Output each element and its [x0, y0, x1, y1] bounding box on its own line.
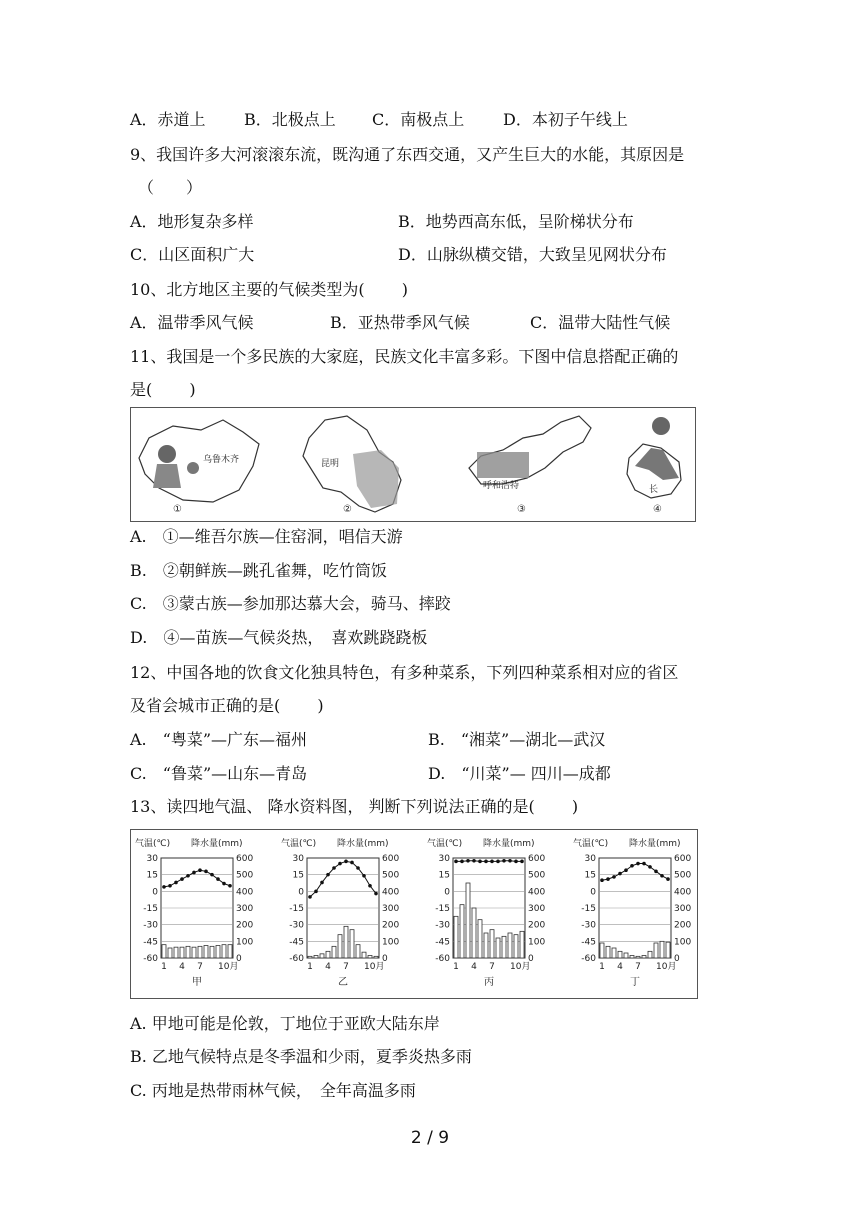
musician-figure-icon [187, 462, 199, 474]
temp-axis-label: 气温(℃) [427, 839, 463, 849]
precip-bar [520, 931, 524, 958]
precip-tick-label: 200 [382, 920, 400, 931]
temperature-point [174, 881, 178, 885]
temperature-point [496, 860, 500, 864]
q9-blank: （ ） [138, 178, 203, 197]
temp-tick-label: -45 [581, 937, 596, 948]
temp-tick-label: -30 [581, 920, 596, 931]
temperature-point [466, 859, 470, 863]
temp-tick-label: 0 [298, 887, 304, 898]
precip-tick-label: 500 [674, 870, 692, 881]
temp-tick-label: 0 [590, 887, 596, 898]
chart-title: 乙 [338, 977, 348, 988]
precip-tick-label: 100 [528, 937, 546, 948]
temperature-point [624, 868, 628, 872]
month-tick-label: 1 [453, 962, 459, 972]
temp-tick-label: 15 [584, 870, 596, 881]
temperature-point [338, 862, 342, 866]
precip-bar [374, 956, 378, 958]
temperature-point [356, 866, 360, 870]
month-tick-label: 4 [325, 962, 331, 972]
q11-stem-line1: 11、我国是一个多民族的大家庭，民族文化丰富多彩。下图中信息搭配正确的 [130, 347, 679, 366]
temperature-point [222, 882, 226, 886]
precip-tick-label: 0 [528, 954, 534, 964]
q12-stem-line1: 12、中国各地的饮食文化独具特色，有多种菜系，下列四种菜系相对应的省区 [130, 663, 679, 682]
q12-option-d: D. “川菜”— 四川—成都 [428, 764, 611, 783]
precip-axis-label: 降水量(mm) [191, 839, 243, 849]
q8-option-c: C．南极点上 [372, 110, 465, 129]
temperature-point [484, 860, 488, 864]
temperature-point [374, 892, 378, 896]
precip-bar [514, 935, 518, 958]
dancer-figure-icon [158, 445, 176, 463]
q11-option-c: C. ③蒙古族—参加那达慕大会，骑马、摔跤 [130, 594, 451, 613]
temperature-point [630, 864, 634, 868]
temperature-point [216, 877, 220, 881]
precip-tick-label: 300 [528, 904, 546, 914]
precip-bar [654, 943, 658, 958]
month-tick-label: 4 [617, 962, 623, 972]
month-tick-label: 10月 [656, 962, 677, 972]
temperature-point [198, 868, 202, 872]
temperature-point [320, 881, 324, 885]
precip-tick-label: 300 [382, 904, 400, 914]
month-tick-label: 7 [635, 962, 641, 972]
precip-tick-label: 400 [528, 887, 546, 898]
precip-tick-label: 100 [382, 937, 400, 948]
temp-tick-label: 30 [292, 854, 304, 864]
precip-bar [338, 935, 342, 958]
temp-tick-label: 15 [146, 870, 158, 881]
precip-bar [332, 946, 336, 958]
q9-option-b: B．地势西高东低，呈阶梯状分布 [398, 212, 634, 231]
chart-title: 甲 [192, 977, 202, 988]
temperature-line [456, 861, 522, 862]
precip-tick-label: 200 [674, 920, 692, 931]
temp-tick-label: 0 [152, 887, 158, 898]
precip-bar [314, 956, 318, 959]
temperature-point [514, 860, 518, 864]
peacock-dance-icon [353, 450, 399, 508]
temperature-point [660, 874, 664, 878]
temperature-point [612, 875, 616, 879]
precip-bar [648, 951, 652, 958]
q11-option-b: B. ②朝鲜族—跳孔雀舞，吃竹筒饭 [130, 561, 387, 580]
temp-tick-label: -30 [143, 920, 158, 931]
temp-tick-label: -15 [143, 904, 158, 914]
precip-tick-label: 500 [236, 870, 254, 881]
map-number-2: ② [343, 504, 352, 515]
precip-bar [162, 945, 166, 958]
precip-bar [180, 947, 184, 958]
temperature-point [210, 873, 214, 877]
precip-tick-label: 100 [674, 937, 692, 948]
precip-tick-label: 400 [382, 887, 400, 898]
temperature-line [602, 864, 668, 881]
month-tick-label: 10月 [218, 962, 239, 972]
precip-bar [362, 952, 366, 958]
temperature-point [314, 890, 318, 894]
precip-bar [454, 916, 458, 958]
ethnic-map-svg [131, 408, 695, 521]
precip-tick-label: 500 [382, 870, 400, 881]
precip-bar [496, 938, 500, 958]
temp-tick-label: -60 [289, 954, 304, 964]
precip-bar [356, 945, 360, 958]
precip-bar [460, 905, 464, 958]
temperature-point [520, 860, 524, 864]
temperature-point [362, 874, 366, 878]
q11-option-a: A. ①—维吾尔族—住窑洞，唱信天游 [130, 527, 403, 546]
precip-bar [350, 930, 354, 958]
temperature-point [454, 860, 458, 864]
precip-bar [636, 956, 640, 958]
temperature-point [490, 860, 494, 864]
month-tick-label: 7 [197, 962, 203, 972]
precip-bar [174, 947, 178, 958]
precip-tick-label: 0 [382, 954, 388, 964]
temperature-point [192, 871, 196, 875]
precip-bar [472, 908, 476, 958]
temperature-point [204, 870, 208, 874]
temperature-point [666, 877, 670, 881]
q13-option-a: A. 甲地可能是伦敦，丁地位于亚欧大陆东岸 [130, 1014, 440, 1033]
precip-axis-label: 降水量(mm) [483, 839, 535, 849]
page-number: 2 / 9 [410, 1128, 450, 1148]
temperature-point [350, 861, 354, 865]
month-tick-label: 1 [161, 962, 167, 972]
temp-tick-label: 30 [584, 854, 596, 864]
temperature-point [180, 877, 184, 881]
precip-tick-label: 200 [528, 920, 546, 931]
q11-option-d: D. ④—苗族—气候炎热， 喜欢跳跷跷板 [130, 628, 428, 647]
temp-axis-label: 气温(℃) [281, 839, 317, 849]
q10-option-c: C．温带大陆性气候 [530, 313, 671, 332]
temp-tick-label: 15 [438, 870, 450, 881]
precip-bar [344, 926, 348, 958]
precip-tick-label: 400 [674, 887, 692, 898]
chart-title: 丁 [630, 977, 640, 988]
q10-option-a: A．温带季风气候 [130, 313, 254, 332]
precip-bar [326, 951, 330, 958]
q9-option-a: A．地形复杂多样 [130, 212, 254, 231]
precip-bar [320, 954, 324, 958]
precip-tick-label: 600 [528, 854, 546, 864]
month-tick-label: 4 [471, 962, 477, 972]
temp-axis-label: 气温(℃) [135, 839, 171, 849]
precip-tick-label: 300 [236, 904, 254, 914]
temperature-point [332, 866, 336, 870]
temp-tick-label: -60 [143, 954, 158, 964]
month-tick-label: 10月 [510, 962, 531, 972]
ethnic-map-figure [130, 407, 696, 522]
precip-bar [490, 930, 494, 958]
dancer-figure-icon [153, 464, 181, 488]
temperature-point [642, 862, 646, 866]
precip-axis-label: 降水量(mm) [337, 839, 389, 849]
temperature-point [600, 878, 604, 882]
temp-tick-label: -30 [435, 920, 450, 931]
q13-option-b: B. 乙地气候特点是冬季温和少雨，夏季炎热多雨 [130, 1047, 472, 1066]
precip-bar [508, 933, 512, 958]
month-tick-label: 7 [489, 962, 495, 972]
precip-bar [624, 953, 628, 958]
month-tick-label: 10月 [364, 962, 385, 972]
temp-tick-label: -60 [581, 954, 596, 964]
precip-tick-label: 600 [236, 854, 254, 864]
precip-bar [466, 883, 470, 958]
precip-bar [606, 946, 610, 958]
q9-stem: 9、我国许多大河滚滚东流，既沟通了东西交通，又产生巨大的水能，其原因是 [130, 145, 685, 164]
q12-stem-line2: 及省会城市正确的是( ) [130, 696, 324, 715]
temperature-point [478, 860, 482, 864]
seesaw-figure-icon [652, 417, 670, 435]
temperature-point [326, 873, 330, 877]
precip-tick-label: 100 [236, 937, 254, 948]
temp-tick-label: -15 [289, 904, 304, 914]
q12-option-a: A. “粤菜”—广东—福州 [130, 730, 308, 749]
precip-bar [502, 936, 506, 958]
map-number-4: ④ [653, 504, 662, 515]
precip-tick-label: 200 [236, 920, 254, 931]
q9-option-d: D．山脉纵横交错，大致呈见网状分布 [398, 245, 667, 264]
temp-tick-label: 15 [292, 870, 304, 881]
precip-tick-label: 600 [382, 854, 400, 864]
temperature-line [164, 870, 230, 887]
precip-bar [210, 946, 214, 958]
map-label-3: 呼和浩特 [483, 481, 520, 491]
month-tick-label: 1 [599, 962, 605, 972]
temp-tick-label: -30 [289, 920, 304, 931]
precip-bar [612, 948, 616, 958]
temperature-point [648, 865, 652, 869]
month-tick-label: 1 [307, 962, 313, 972]
xinjiang-map-outline [139, 420, 259, 502]
precip-bar [630, 956, 634, 959]
precip-tick-label: 300 [674, 904, 692, 914]
temperature-point [228, 884, 232, 888]
temperature-point [308, 895, 312, 899]
temp-tick-label: 30 [146, 854, 158, 864]
temp-axis-label: 气温(℃) [573, 839, 609, 849]
precip-bar [666, 942, 670, 958]
seesaw-figure-icon [635, 448, 679, 480]
map-number-1: ① [173, 504, 182, 515]
q8-option-b: B．北极点上 [244, 110, 336, 129]
temperature-point [472, 859, 476, 863]
q9-option-c: C．山区面积广大 [130, 245, 255, 264]
temp-tick-label: 0 [444, 887, 450, 898]
map-label-1: 乌鲁木齐 [203, 455, 240, 465]
temp-tick-label: -15 [581, 904, 596, 914]
precip-bar [198, 946, 202, 958]
temp-tick-label: -15 [435, 904, 450, 914]
temperature-point [168, 884, 172, 888]
precip-bar [308, 956, 312, 958]
map-label-4: 长 [649, 485, 659, 495]
temperature-point [502, 859, 506, 863]
q10-stem: 10、北方地区主要的气候类型为( ) [130, 280, 408, 299]
q8-option-d: D．本初子午线上 [503, 110, 628, 129]
temperature-point [606, 877, 610, 881]
precip-bar [660, 941, 664, 958]
temperature-point [460, 860, 464, 864]
temperature-point [618, 872, 622, 876]
q13-option-c: C. 丙地是热带雨林气候， 全年高温多雨 [130, 1081, 416, 1100]
temp-tick-label: -45 [289, 937, 304, 948]
temperature-point [186, 874, 190, 878]
precip-bar [642, 956, 646, 959]
chart-title: 丙 [484, 977, 494, 988]
precip-bar [484, 933, 488, 958]
precip-bar [600, 943, 604, 958]
precip-tick-label: 400 [236, 887, 254, 898]
precip-bar [368, 956, 372, 959]
precip-bar [186, 946, 190, 958]
q11-stem-line2: 是( ) [130, 380, 196, 399]
q13-stem: 13、读四地气温、 降水资料图， 判断下列说法正确的是( ) [130, 797, 579, 816]
temp-tick-label: 30 [438, 854, 450, 864]
precip-tick-label: 0 [674, 954, 680, 964]
q10-option-b: B．亚热带季风气候 [330, 313, 470, 332]
month-tick-label: 4 [179, 962, 185, 972]
map-label-2: 昆明 [321, 459, 340, 469]
precip-bar [618, 951, 622, 958]
temperature-point [508, 859, 512, 863]
precip-bar [168, 948, 172, 958]
temperature-point [636, 862, 640, 866]
temp-tick-label: -45 [143, 937, 158, 948]
month-tick-label: 7 [343, 962, 349, 972]
precip-tick-label: 600 [674, 854, 692, 864]
temperature-point [162, 885, 166, 889]
precip-bar [222, 945, 226, 958]
precip-bar [192, 947, 196, 958]
temp-tick-label: -45 [435, 937, 450, 948]
precip-axis-label: 降水量(mm) [629, 839, 681, 849]
temperature-point [654, 870, 658, 874]
temperature-point [368, 884, 372, 888]
climate-charts-figure [130, 829, 698, 999]
map-number-3: ③ [517, 504, 526, 515]
precip-bar [216, 946, 220, 959]
q12-option-b: B. “湘菜”—湖北—武汉 [428, 730, 606, 749]
precip-tick-label: 0 [236, 954, 242, 964]
q12-option-c: C. “鲁菜”—山东—青岛 [130, 764, 308, 783]
horse-riding-icon [477, 452, 529, 478]
temp-tick-label: -60 [435, 954, 450, 964]
q8-option-a: A．赤道上 [130, 110, 206, 129]
climate-charts-svg [131, 830, 697, 998]
temperature-point [344, 860, 348, 864]
precip-bar [228, 945, 232, 958]
precip-bar [478, 920, 482, 958]
precip-bar [204, 946, 208, 959]
precip-tick-label: 500 [528, 870, 546, 881]
